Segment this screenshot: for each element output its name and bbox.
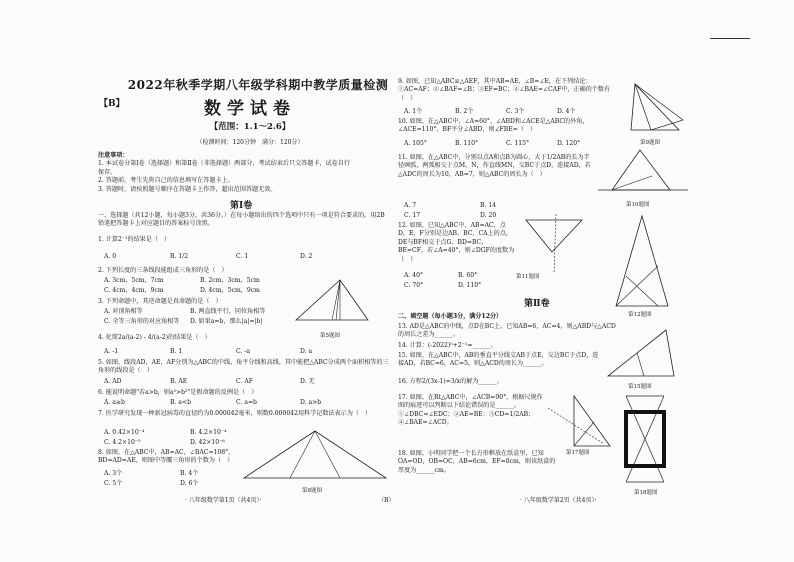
figure-17-caption: 第17题图 — [566, 450, 590, 456]
option: C. 70° — [404, 282, 424, 289]
figure-5-caption: 第5题图 — [320, 333, 340, 339]
question-9: 9. 如图，已知△ABC≌△AEF，其中AB=AE，∠B=∠E，在下列结论：①AC=AF；②∠BAF=∠B；③EF=BC；④∠BAE=∠CAF中，正确的个数有（ ） — [398, 78, 611, 102]
option: D. 120° — [557, 140, 581, 147]
option: D. 20 — [480, 212, 497, 219]
question-8: 8. 如图，在△ABC中，AB=AC，∠BAC=108°，BD=AD=AE，则图中等腰三角形的个数为（ ） — [98, 449, 235, 465]
option: C. 5个 — [104, 480, 123, 487]
option: A. 1个 — [404, 108, 423, 115]
notes — [98, 152, 388, 194]
option: A. 40° — [404, 272, 424, 279]
option: D. 110° — [458, 282, 482, 289]
option: B. 两直线平行，同位角相等 — [190, 308, 266, 315]
option: C. 17 — [404, 212, 421, 219]
figure-10 — [596, 146, 690, 200]
question-18: 18. 如图，小明同学把一个长方形框放在纸盒里，已知OA=OD，OB=OC，AB=6cm，EF=8cm，则该纸盒的厚度为______cm。 — [398, 450, 556, 474]
option: A. 3个 — [104, 470, 123, 477]
question-3: 3. 下列命题中，其逆命题是真命题的是（ ） — [98, 298, 222, 305]
question-stem: 1. 计算2⁻¹的结果是（ ） — [98, 236, 171, 243]
option: C. 115° — [506, 140, 529, 147]
question-7: 7. 医学研究发现一种新冠病毒的直径约为0.000042毫米，则数0.000042用科学记数法表示为（ ） — [98, 410, 372, 417]
note-item: 3. 答题时，请按照题号顺序在答题卡上作答，超出范围答题无效。 — [98, 185, 277, 193]
option: D. a>b — [300, 399, 322, 406]
footer-left: · 八年级数学第1页（共4页）· — [185, 497, 262, 504]
figure-17 — [544, 392, 614, 454]
option: C. AF — [236, 378, 253, 385]
figure-10-caption: 第10题图 — [626, 202, 650, 208]
option: A. 105° — [404, 140, 427, 147]
option: C. 全等三角形的对应角相等 — [104, 318, 180, 325]
option: A. a≥b — [104, 399, 125, 406]
question-5: 5. 如图，线段AD，AE，AF分别为△ABC的中线，角平分线和高线，其中能把△ABC分成两个面积相等的三角形的线段是（ ） — [98, 359, 389, 375]
figure-9-caption: 第9题图 — [640, 140, 660, 146]
option: B. 60° — [458, 272, 478, 279]
figure-12 — [612, 212, 672, 310]
note-item: 1. 本试卷分第Ⅰ卷（选择题）和第Ⅱ卷（非选择题）两部分，考试结束后只交答题卡，试卷自行 — [98, 160, 350, 168]
option: D. 无 — [300, 378, 315, 385]
question-15: 15. 如图，在△ABC中，AB的垂直平分线交AB于点E，交边BC于点D，连接AD，若BC=6，AC=5，则△ACD的周长为______。 — [398, 352, 599, 368]
part2-heading: 第Ⅱ卷 — [524, 299, 550, 309]
figure-11 — [512, 212, 592, 274]
question-1 — [98, 236, 390, 244]
note-item: 保存。 — [98, 168, 117, 176]
option: A. 0 — [104, 253, 117, 260]
subject-title: 数学试卷 — [204, 99, 296, 119]
version-badge: 【B】 — [99, 99, 125, 109]
option: D. a — [300, 348, 313, 355]
option: D. 4个 — [557, 108, 576, 115]
question-6: 6. 能说明命题"若a>b，则a²>b²"是假命题的反例是（ ） — [98, 389, 258, 396]
option: D. 2 — [300, 253, 313, 260]
question-14: 14. 计算：(-2022)⁰+2⁻¹=______。 — [398, 342, 497, 349]
option: B. 110° — [455, 140, 479, 147]
option: B. 1 — [170, 348, 183, 355]
figure-5 — [292, 276, 372, 328]
exam-title: 2022年秋季学期八年级学科期中教学质量检测 — [127, 78, 389, 92]
option: B. AE — [170, 378, 188, 385]
question-12: 12. 如图，已知△ABC中，AB=AC，点D，E，F分别是边AB，BC，CA上的点，DE与BF相交于点G，BD=BC，BE=CF，若∠A=40°，则∠DGF的度数为（ ） — [398, 222, 515, 263]
question-13: 13. AD是△ABC的中线，点D在BC上，已知AB=6，AC=4，则△ABD与△ACD的周长之差为______。 — [398, 323, 616, 339]
footer-right: · 八年级数学第2页（共4页）· — [520, 497, 597, 504]
option: B. 4个 — [180, 470, 199, 477]
footer-center: （B） — [378, 497, 395, 504]
option: C. 3个 — [506, 108, 525, 115]
part1-instruction: 一、选择题（共12小题，每小题3分，共36分。）在每小题给出的四个选项中只有一项是符合要求的。用2B铅笔把答题卡上对应题目的答案标号涂黑。 — [98, 212, 385, 228]
option: A. 7 — [404, 202, 417, 209]
figure-15 — [604, 326, 678, 382]
question-10: 10. 如图，在△ABC中，∠A=60°，∠ABD和∠ACE是△ABC的外角，∠ACE=110°，BF平分∠ABD，则∠FBE=（ ） — [398, 118, 589, 134]
question-2: 2. 下列长度的三条线段能组成三角形的是（ ） — [98, 267, 228, 274]
figure-8-caption: 第8题图 — [302, 488, 322, 494]
option: C. 4.2×10⁻⁵ — [104, 439, 141, 446]
figure-18 — [620, 392, 670, 488]
option: C. 4cm，4cm，9cm — [104, 287, 164, 294]
option: B. 2个 — [455, 108, 474, 115]
option: B. a<b — [170, 399, 191, 406]
edge-line — [710, 38, 750, 39]
option: D. 4cm，5cm，9cm — [200, 287, 260, 294]
option: A. AD — [104, 378, 122, 385]
option: D. 6个 — [180, 480, 199, 487]
option: A. 对顶角相等 — [104, 308, 143, 315]
option: A. 3cm，5cm，7cm — [104, 277, 164, 284]
note-item: 2. 答题前，考生先将自己的信息填写在答题卡上。 — [98, 177, 234, 185]
question-11: 11. 如图，在△ABC中，分别以点A和点B为圆心，大于1/2AB的长为半径画弧，两弧相交于点M，N，作直线MN，交BC于点D，连接AD，若△ADC的周长为10，AB=7，则△ABC的周长为（ ） — [398, 154, 591, 178]
option: A. -1 — [104, 348, 119, 355]
part1-heading: 第Ⅰ卷 — [230, 201, 253, 211]
option: D. 42×10⁻⁶ — [190, 439, 225, 446]
question-16: 16. 方程2/(3x-1)=3/x的解为______。 — [398, 378, 503, 385]
figure-11-caption: 第11题图 — [516, 274, 540, 280]
option: C. a=b — [236, 399, 257, 406]
exam-info: （检测时间：120分钟 满分：120分） — [196, 139, 304, 146]
option: B. 4.2×10⁻⁴ — [190, 429, 227, 436]
figure-15-caption: 第15题图 — [628, 384, 652, 390]
option: C. 1 — [236, 253, 249, 260]
figure-12-caption: 第12题图 — [628, 312, 652, 318]
option: C. -a — [236, 348, 251, 355]
part2-instruction: 二、填空题（每小题3分，满分12分） — [398, 313, 503, 320]
figure-9 — [625, 80, 685, 138]
figure-18-caption: 第18题图 — [634, 490, 658, 496]
option: B. 1/2 — [170, 253, 189, 260]
notes-heading: 注意事项： — [98, 152, 129, 159]
range-label: 【范围：1.1～2.6】 — [209, 122, 291, 132]
question-4: 4. 化简2a/(a-2) - 4/(a-2)的结果是（ ） — [98, 334, 211, 341]
option: B. 2cm，3cm，5cm — [200, 277, 260, 284]
option: A. 0.42×10⁻⁴ — [104, 429, 145, 436]
figure-8 — [240, 428, 390, 484]
option: B. 14 — [480, 202, 497, 209]
option: D. 如果a=b，那么|a|=|b| — [190, 318, 263, 325]
question-17: 17. 如图，在Rt△ABC中，∠ACB=90°，根据尺规作图的痕迹可以判断以下结论错误的是______。①∠DBC=∠EDC；②AE=BE；③CD=1/2AB；④∠BAE=∠ACD。 — [398, 394, 543, 427]
